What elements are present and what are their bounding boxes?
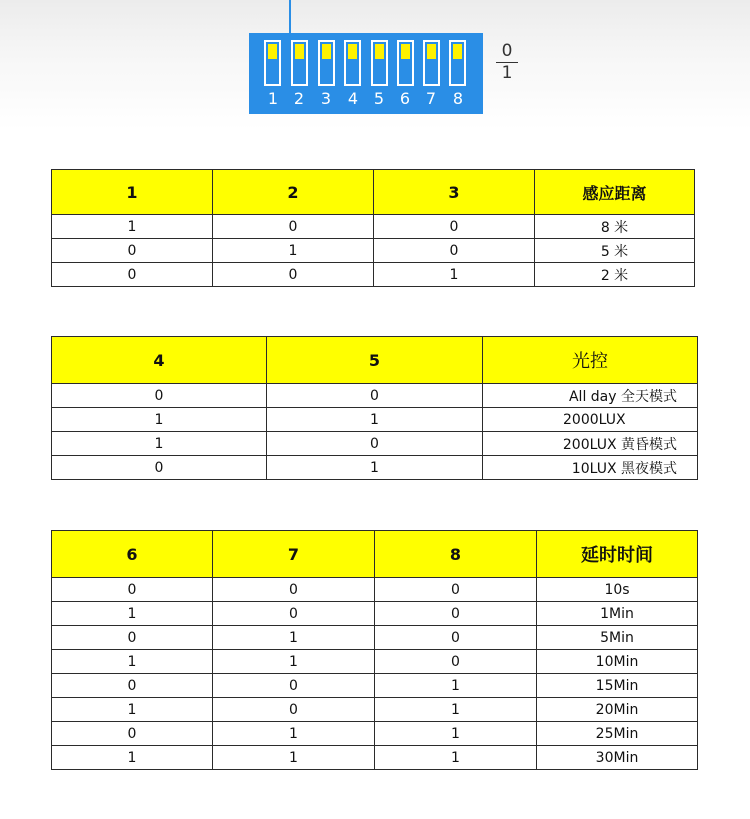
table-row — [52, 650, 698, 674]
table-cell: 1 — [213, 626, 375, 650]
table-cell: 0 — [213, 578, 375, 602]
table-header-row — [52, 531, 698, 578]
table-row — [52, 674, 698, 698]
dip-number: 3 — [320, 89, 332, 108]
table-row — [52, 408, 698, 432]
table-cell: 1 — [213, 722, 375, 746]
dip-number: 2 — [293, 89, 305, 108]
header-cell: 8 — [375, 531, 537, 578]
header-cell: 光控 — [483, 337, 698, 384]
table-header-row — [52, 170, 695, 215]
table-cell: 0 — [52, 384, 267, 408]
dip-switch-1 — [264, 40, 281, 86]
table-cell: 0 — [213, 263, 374, 287]
table-cell: 0 — [52, 578, 213, 602]
table-cell: 1 — [52, 408, 267, 432]
table-cell: 0 — [375, 650, 537, 674]
dip-switch-5 — [371, 40, 388, 86]
dip-number: 8 — [452, 89, 464, 108]
dip-number: 1 — [267, 89, 279, 108]
table-cell: 0 — [267, 432, 483, 456]
table-cell: 25Min — [537, 722, 698, 746]
table-header-row — [52, 337, 698, 384]
table-cell: 0 — [52, 239, 213, 263]
dip-switch-8 — [449, 40, 466, 86]
table-cell: 0 — [375, 602, 537, 626]
dip-switch — [249, 33, 483, 114]
header-cell: 3 — [374, 170, 535, 215]
table-cell: 0 — [375, 626, 537, 650]
table-cell: 0 — [52, 626, 213, 650]
table-cell: 1 — [213, 650, 375, 674]
table-row — [52, 722, 698, 746]
dip-number: 5 — [373, 89, 385, 108]
table-cell: 10LUX 黑夜模式 — [483, 456, 698, 480]
table-cell: 2 米 — [535, 263, 695, 287]
table-cell: 0 — [52, 263, 213, 287]
table-cell: 0 — [213, 674, 375, 698]
table-row — [52, 698, 698, 722]
table-row — [52, 239, 695, 263]
table-cell: 0 — [213, 215, 374, 239]
table-row — [52, 626, 698, 650]
table-row — [52, 215, 695, 239]
table-cell: 1 — [375, 698, 537, 722]
dip-number: 4 — [347, 89, 359, 108]
table-row — [52, 746, 698, 770]
table-cell: 1 — [267, 456, 483, 480]
table-cell: 1 — [375, 674, 537, 698]
dip-switch-7 — [423, 40, 440, 86]
table-row — [52, 263, 695, 287]
table-cell: 15Min — [537, 674, 698, 698]
table-cell: 0 — [52, 674, 213, 698]
table-cell: 2000LUX — [483, 408, 698, 432]
dip-switch-2 — [291, 40, 308, 86]
legend-off: 0 — [501, 41, 513, 61]
header-cell: 4 — [52, 337, 267, 384]
table-row — [52, 578, 698, 602]
delay-time-table — [51, 530, 698, 770]
dip-switch-6 — [397, 40, 414, 86]
table-cell: 1 — [213, 746, 375, 770]
dip-number: 6 — [399, 89, 411, 108]
table-cell: 1 — [52, 698, 213, 722]
header-cell: 6 — [52, 531, 213, 578]
table-cell: 1 — [375, 746, 537, 770]
table-cell: 0 — [375, 578, 537, 602]
table-cell: 5Min — [537, 626, 698, 650]
table-cell: 0 — [52, 722, 213, 746]
header-cell: 5 — [267, 337, 483, 384]
table-cell: 10Min — [537, 650, 698, 674]
header-cell: 7 — [213, 531, 375, 578]
table-cell: 0 — [374, 239, 535, 263]
table-cell: 30Min — [537, 746, 698, 770]
header-cell: 延时时间 — [537, 531, 698, 578]
table-cell: 1 — [52, 602, 213, 626]
table-cell: 8 米 — [535, 215, 695, 239]
table-row — [52, 384, 698, 408]
legend-on: 1 — [501, 63, 513, 83]
table-cell: 0 — [52, 456, 267, 480]
table-cell: 1 — [375, 722, 537, 746]
table-cell: 0 — [374, 215, 535, 239]
table-cell: 10s — [537, 578, 698, 602]
table-cell: 200LUX 黄昏模式 — [483, 432, 698, 456]
table-row — [52, 602, 698, 626]
table-cell: 0 — [267, 384, 483, 408]
table-cell: 1 — [52, 432, 267, 456]
table-cell: 1 — [213, 239, 374, 263]
switch-wire — [289, 0, 291, 34]
table-row — [52, 432, 698, 456]
table-cell: 20Min — [537, 698, 698, 722]
table-cell: 1 — [267, 408, 483, 432]
header-cell: 感应距离 — [535, 170, 695, 215]
dip-number: 7 — [425, 89, 437, 108]
table-cell: 1 — [52, 746, 213, 770]
switch-legend — [496, 42, 518, 83]
table-cell: All day 全天模式 — [483, 384, 698, 408]
distance-table — [51, 169, 695, 287]
table-cell: 1 — [52, 650, 213, 674]
dip-switch-4 — [344, 40, 361, 86]
table-cell: 1 — [374, 263, 535, 287]
table-cell: 1 — [52, 215, 213, 239]
table-cell: 1Min — [537, 602, 698, 626]
table-cell: 0 — [213, 698, 375, 722]
table-row — [52, 456, 698, 480]
light-control-table — [51, 336, 698, 480]
dip-switch-3 — [318, 40, 335, 86]
table-cell: 5 米 — [535, 239, 695, 263]
header-cell: 1 — [52, 170, 213, 215]
header-cell: 2 — [213, 170, 374, 215]
table-cell: 0 — [213, 602, 375, 626]
